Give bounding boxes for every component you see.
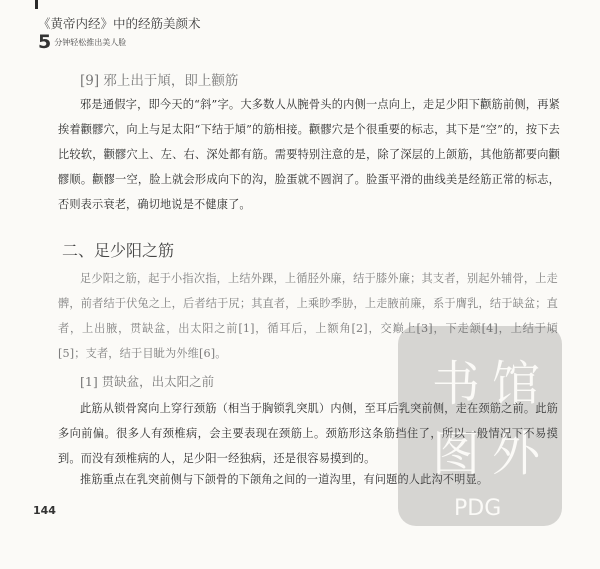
section-9-heading: [9] 邪上出于頄，即上颧筋 [80, 73, 239, 89]
classic-quote: 足少阳之筋，起于小指次指，上结外踝，上循胫外廉，结于膝外廉；其支者，别起外辅骨，上走髀，前者结于伏兔之上，后者结于尻；其直者，上乘眇季胁，上走腋前廉，系于膺乳，结于缺盆；直者，上出腋，贯缺盆，出太阳之前[1]，循耳后，上额角[2]，交巅上[3]，下走颔[4]，上结于頄[5]；支者，结于目眦为外维[6]。 [58, 272, 558, 360]
page-number: 144 [33, 504, 56, 517]
top-rule [0, 0, 600, 9]
running-header-subtitle-text: 分钟轻松推出美人脸 [54, 37, 127, 47]
subsection-1-heading: [1] 贯缺盆，出太阳之前 [80, 374, 215, 389]
chapter-heading: 二、足少阳之筋 [62, 241, 175, 260]
running-header-subtitle [38, 31, 126, 53]
library-seal-watermark [392, 320, 568, 532]
subsection-1-paragraph-2: 推筋重点在乳突前侧与下颌骨的下颌角之间的一道沟里，有问题的人此沟不明显。 [80, 473, 489, 486]
running-header-title: 《黄帝内经》中的经筋美颜术 [38, 16, 201, 31]
top-rule-mark [35, 0, 38, 9]
seal-char-4: 外 [492, 426, 541, 482]
running-header-number: 5 [38, 31, 52, 53]
section-9-body: 邪是通假字，即今天的“斜”字。大多数人从腕骨头的内侧一点向上，走足少阳下颧筋前侧，再紧挨着颧髎穴，向上与足太阳“下结于頄”的筋相接。颧髎穴是个很重要的标志，其下是“空”的，按下去比较软，颧髎穴上、左、右、深处都有筋。需要特别注意的是，除了深层的上颌筋，其他筋都要向颧髎顺。颧髎一空，脸上就会形成向下的沟，脸蛋就不圆润了。脸蛋平滑的曲线美是经筋正常的标志，否则表示衰老，确切地说是不健康了。 [58, 98, 560, 211]
seal-char-3: 图 [432, 426, 481, 482]
seal-char-2: 馆 [492, 356, 541, 412]
watermark-pdg: PDG [454, 496, 502, 521]
seal-char-1: 书 [432, 356, 481, 412]
subsection-1-paragraph-1: 此筋从锁骨窝向上穿行颈筋（相当于胸锁乳突肌）内侧，至耳后乳突前侧，走在颈筋之前。此筋多向前偏。很多人有颈椎病，会主要表现在颈筋上。颈筋形这条筋挡住了，所以一般情况下不易摸到。而没有颈椎病的人，足少阳一经独病，还是很容易摸到的。 [58, 402, 558, 465]
